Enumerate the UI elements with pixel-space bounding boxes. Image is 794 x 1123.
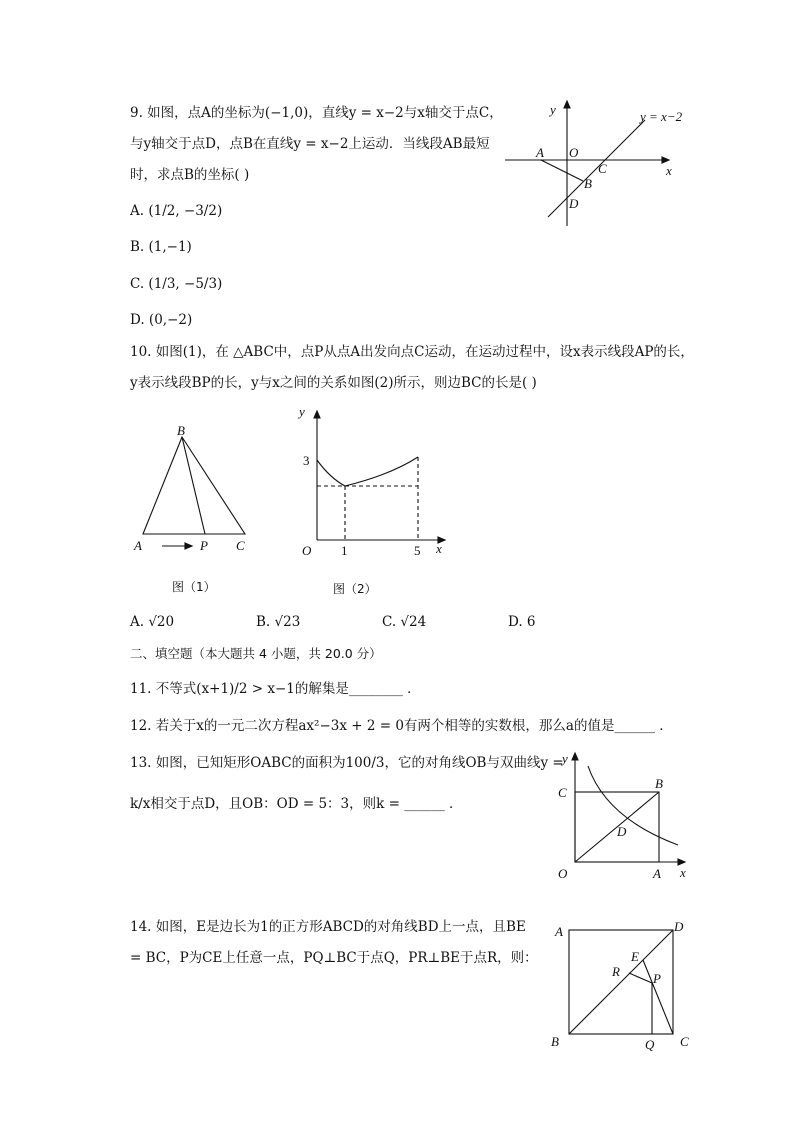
q12-text: 12. 若关于x的一元二次方程ax²−3x + 2 = 0有两个相等的实数根，那么a的值是______ ． (130, 718, 673, 734)
q9-line1: 9. 如图，点A的坐标为(−1,0)，直线y = x−2与x轴交于点C， (130, 105, 503, 121)
q14-label-a: A (555, 924, 563, 939)
q9-label-o: O (569, 145, 579, 160)
q13-label-x: x (680, 865, 686, 880)
q10-fig2-x: x (436, 541, 442, 556)
q10-fig2-y-arrow (314, 411, 320, 418)
q9-option-c: C. (1/3, −5/3) (130, 276, 223, 292)
q14-label-p: P (653, 971, 661, 986)
q14-label-b: B (551, 1034, 559, 1049)
q10-figure2 (314, 411, 445, 543)
q10-option-b: B. √23 (256, 614, 301, 630)
q10-line1: 10. 如图(1)，在 △ABC中，点P从点A出发向点C运动，在运动过程中，设x表示线段AP的长， (130, 344, 694, 360)
q11-text: 11. 不等式(x+1)/2 > x−1的解集是________ ． (130, 681, 421, 697)
q10-arrow-head (185, 543, 192, 549)
q9-label-x: x (666, 163, 672, 178)
q13-label-a: A (653, 866, 661, 881)
q9-option-d: D. (0,−2) (130, 312, 193, 328)
q9-label-c: C (598, 161, 607, 176)
q13-label-y: y (562, 751, 568, 766)
q10-fig1-b: B (177, 423, 185, 438)
q10-fig1-a: A (134, 538, 142, 553)
q9-line2: 与y轴交于点D，点B在直线y = x−2上运动．当线段AB最短 (130, 136, 490, 152)
q9-line3: 时，求点B的坐标( ) (130, 167, 250, 183)
q13-label-b: B (655, 776, 663, 791)
q9-segment-ab (541, 160, 583, 181)
q9-label-b: B (584, 176, 592, 191)
q10-fig1-c: C (236, 538, 245, 553)
q13-line1: 13. 如图，已知矩形OABC的面积为100/3，它的对角线OB与双曲线y = (130, 755, 564, 771)
q9-option-a: A. (1/2, −3/2) (130, 203, 223, 219)
q9-option-b: B. (1,−1) (130, 239, 192, 255)
q14-line1: 14. 如图，E是边长为1的正方形ABCD的对角线BD上一点，且BE (130, 919, 526, 935)
q10-fig2-curve (317, 457, 418, 486)
q9-label-y: y (550, 102, 556, 117)
q14-label-r: R (612, 964, 620, 979)
q10-fig1-caption: 图（1） (172, 580, 216, 594)
q14-label-c: C (680, 1034, 689, 1049)
q13-y-arrow (572, 753, 578, 760)
q10-fig2-y: y (299, 404, 305, 419)
q10-option-a: A. √20 (130, 614, 175, 630)
q10-line2: y表示线段BP的长，y与x之间的关系如图(2)所示，则边BC的长是( ) (130, 375, 537, 391)
q13-label-d: D (617, 824, 627, 839)
q10-fig2-caption: 图（2） (333, 582, 377, 596)
q13-figure (572, 753, 685, 865)
q9-label-a: A (536, 145, 544, 160)
q14-label-q: Q (645, 1037, 655, 1052)
q13-line2: k/x相交于点D，且OB：OD = 5：3，则k = ______ ． (130, 796, 463, 812)
q9-line (548, 120, 645, 217)
q10-figure1 (143, 437, 245, 549)
q9-label-d: D (569, 196, 579, 211)
q10-option-d: D. 6 (508, 614, 536, 630)
q13-label-o: O (558, 866, 568, 881)
q9-y-arrow (564, 101, 570, 108)
q10-segment-bp (182, 437, 205, 534)
q14-label-d: D (674, 919, 684, 934)
q10-fig2-tick-1: 1 (341, 543, 348, 558)
q10-option-c: C. √24 (382, 614, 427, 630)
q13-label-c: C (558, 785, 567, 800)
q14-label-e: E (631, 949, 639, 964)
q10-fig2-tick-3: 3 (303, 453, 310, 468)
q10-fig2-o: O (302, 543, 312, 558)
q10-fig1-p: P (200, 538, 208, 553)
q14-line2: = BC，P为CE上任意一点，PQ⊥BC于点Q，PR⊥BE于点R，则： (130, 950, 538, 966)
q13-hyperbola (588, 766, 678, 845)
q9-eq-label: y = x−2 (640, 109, 683, 124)
section2-title: 二、填空题（本大题共 4 小题，共 20.0 分） (130, 646, 382, 661)
q10-fig2-tick-5: 5 (414, 543, 421, 558)
